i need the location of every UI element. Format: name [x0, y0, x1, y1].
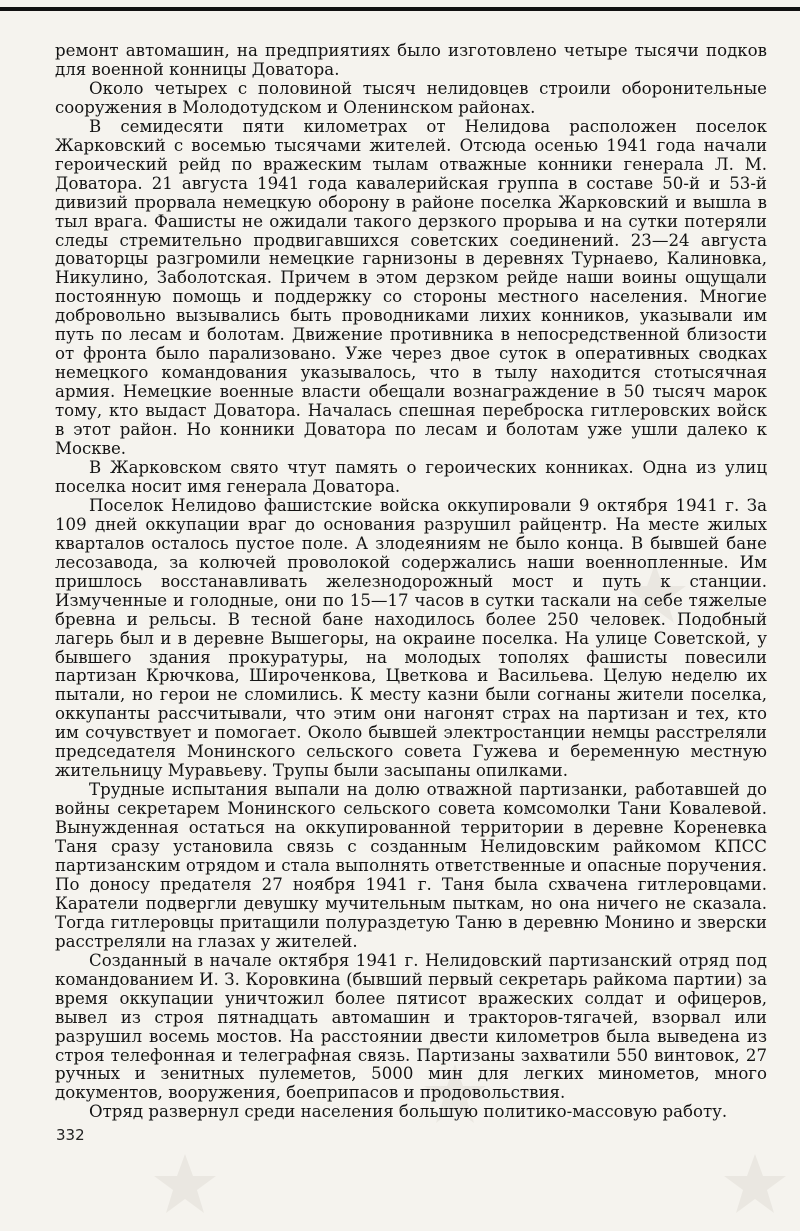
watermark-star-icon	[720, 1150, 790, 1220]
watermark-star-icon	[150, 1150, 220, 1220]
paragraph: Созданный в начале октября 1941 г. Нелидовский партизанский отряд под командованием И. З. Коровкина (бывший первый секретарь райкома партии) за время оккупации уничтожил более пятисот вражеских солдат и офицеров, вывел из строя пятнадцать автомашин и тракторов-тягачей, взорвал или разрушил восемь мостов. На расстоянии двести километров была выведена из строя телефонная и телеграфная связь. Партизаны захватили 550 винтовок, 27 ручных и зенитных пулеметов, 5000 мин для легких минометов, много документов, вооружения, боеприпасов и продовольствия.	[55, 950, 767, 1103]
paragraph: В Жарковском свято чтут память о героических конниках. Одна из улиц поселка носит имя генерала Доватора.	[55, 457, 767, 496]
paragraph: ремонт автомашин, на предприятиях было изготовлено четыре тысячи подков для военной конницы Доватора.	[55, 41, 767, 79]
paragraph: Около четырех с половиной тысяч нелидовцев строили оборонительные сооружения в Молодотудском и Оленинском районах.	[55, 78, 767, 117]
paragraph: Трудные испытания выпали на долю отважной партизанки, работавшей до войны секретарем Монинского сельского совета комсомолки Тани Ковалевой. Вынужденная остаться на оккупированной территории в деревне Кореневка Таня сразу установила связь с созданным Нелидовским райкомом КПСС партизанским отрядом и стала выполнять ответственные и опасные поручения. По доносу предателя 27 ноября 1941 г. Таня была схвачена гитлеровцами. Каратели подвергли девушку мучительным пыткам, но она ничего не сказала. Тогда гитлеровцы притащили полураздетую Таню в деревню Монино и зверски расстреляли на глазах у жителей.	[55, 780, 767, 951]
page-body	[55, 42, 767, 1122]
paragraph: Отряд развернул среди населения большую политико-массовую работу.	[89, 1102, 728, 1122]
paragraph: Поселок Нелидово фашистские войска оккупировали 9 октября 1941 г. За 109 дней оккупации враг до основания разрушил райцентр. На месте жилых кварталов осталось пустое поле. А злодеяниям не было конца. В бывшей бане лесозавода, за колючей проволокой содержались наши военнопленные. Им пришлось восстанавливать железнодорожный мост и путь к станции. Измученные и голодные, они по 15—17 часов в сутки таскали на себе тяжелые бревна и рельсы. В тесной бане находилось более 250 человек. Подобный лагерь был и в деревне Вышегоры, на окраине поселка. На улице Советской, у бывшего здания прокуратуры, на молодых тополях фашисты повесили партизан Крючкова, Широченкова, Цветкова и Васильева. Целую неделю их пытали, но герои не сломились. К месту казни были согнаны жители поселка, оккупанты рассчитывали, что этим они нагонят страх на партизан и тех, кто им сочувствует и помогает. Около бывшей электростанции немцы расстреляли председателя Монинского сельского совета Гужева и беременную местную жительницу Муравьеву. Трупы были засыпаны опилками.	[55, 495, 767, 781]
paragraph: В семидесяти пяти километрах от Нелидова расположен поселок Жарковский с восемью тысячами жителей. Отсюда осенью 1941 года начали героический рейд по вражеским тылам отважные конники генерала Л. М. Доватора. 21 августа 1941 года кавалерийская группа в составе 50-й и 53-й дивизий прорвала немецкую оборону в районе поселка Жарковский и вышла в тыл врага. Фашисты не ожидали такого дерзкого прорыва и на сутки потеряли следы стремительно продвигавшихся советских соединений. 23—24 августа доваторцы разгромили немецкие гарнизоны в деревнях Турнаево, Калиновка, Никулино, Заболотская. Причем в этом дерзком рейде наши воины ощущали постоянную помощь и поддержку со стороны местного населения. Многие добровольно вызывались быть проводниками лихих конников, указывали им путь по лесам и болотам. Движение противника в непосредственной близости от фронта было парализовано. Уже через двое суток в оперативных сводках немецкого командования указывалось, что в тылу находится стотысячная армия. Немецкие военные власти обещали вознаграждение в 50 тысяч марок тому, кто выдаст Доватора. Началась спешная переброска гитлеровских войск в этот район. Но конники Доватора по лесам и болотам уже ушли далеко к Москве.	[55, 116, 767, 459]
top-rule	[0, 7, 800, 11]
page-number: 332	[56, 1126, 85, 1144]
